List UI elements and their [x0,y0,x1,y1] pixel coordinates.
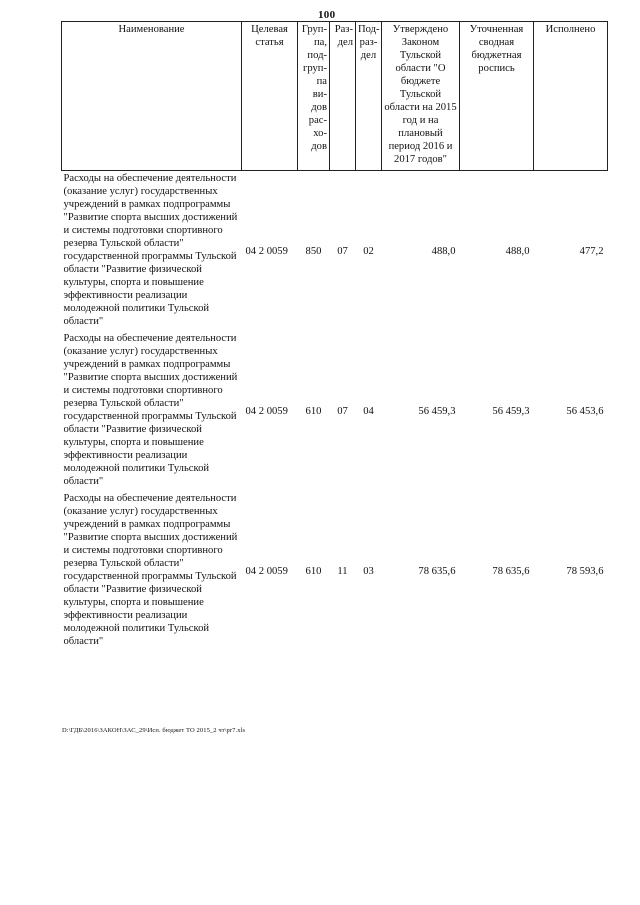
row-refined: 78 635,6 [492,565,530,577]
page-number: 100 [318,9,336,21]
row-subsection: 04 [363,405,374,417]
row-executed: 477,2 [579,245,604,257]
budget-execution-table [61,21,608,651]
row-expense-group: 850 [305,245,322,257]
row-executed: 56 453,6 [566,405,604,417]
table-row [62,171,608,332]
row-target-article: 04 2 0059 [245,405,288,417]
row-refined: 56 459,3 [492,405,530,417]
row-approved: 78 635,6 [418,565,456,577]
row-name: Расходы на обеспечение деятельности (оказание услуг) государственных учреждений в рамках подпрограммы "Развитие спорта высших достижений и системы подготовки спортивного резерва Тульской области" государственной программы Тульской области "Развитие физической культуры, спорта и повышение эффективности реализации молодежной политики Тульской области" [63,493,238,647]
header-executed: Исполнено [534,22,608,171]
table-row [62,491,608,651]
row-subsection: 02 [363,245,374,257]
table-header-row [62,22,608,171]
row-refined: 488,0 [505,245,530,257]
row-subsection: 03 [363,565,374,577]
table-row [62,331,608,491]
row-name: Расходы на обеспечение деятельности (оказание услуг) государственных учреждений в рамках подпрограммы "Развитие спорта высших достижений и системы подготовки спортивного резерва Тульской области" государственной программы Тульской области "Развитие физической культуры, спорта и повышение эффективности реализации молодежной политики Тульской области" [63,333,238,487]
file-path-footer: D:\ГДБ\2016\ЗАКОН\ЗАС_29\Исп. бюджет ТО 2015_2 чт\pr7.xls [62,727,246,734]
row-section: 07 [337,405,348,417]
header-name: Наименование [62,22,242,171]
header-approved: Утверждено Законом Тульской области "О бюджете Тульской области на 2015 год и на плановый период 2016 и 2017 годов" [382,22,460,171]
row-approved: 56 459,3 [418,405,456,417]
row-executed: 78 593,6 [566,565,604,577]
header-target-article: Целевая статья [242,22,298,171]
header-subsection: Под- раз- дел [356,22,382,171]
row-target-article: 04 2 0059 [245,565,288,577]
row-section: 07 [337,245,348,257]
header-expense-group: Груп- па, под- груп- па ви- дов рас- хо- дов [298,22,330,171]
row-name: Расходы на обеспечение деятельности (оказание услуг) государственных учреждений в рамках подпрограммы "Развитие спорта высших достижений и системы подготовки спортивного резерва Тульской области" государственной программы Тульской области "Развитие физической культуры, спорта и повышение эффективности реализации молодежной политики Тульской области" [63,173,238,327]
header-section: Раз- дел [330,22,356,171]
row-expense-group: 610 [305,405,322,417]
row-expense-group: 610 [305,565,322,577]
row-target-article: 04 2 0059 [245,245,288,257]
row-section: 11 [337,565,348,577]
header-refined: Уточненная сводная бюджетная роспись [460,22,534,171]
row-approved: 488,0 [431,245,456,257]
